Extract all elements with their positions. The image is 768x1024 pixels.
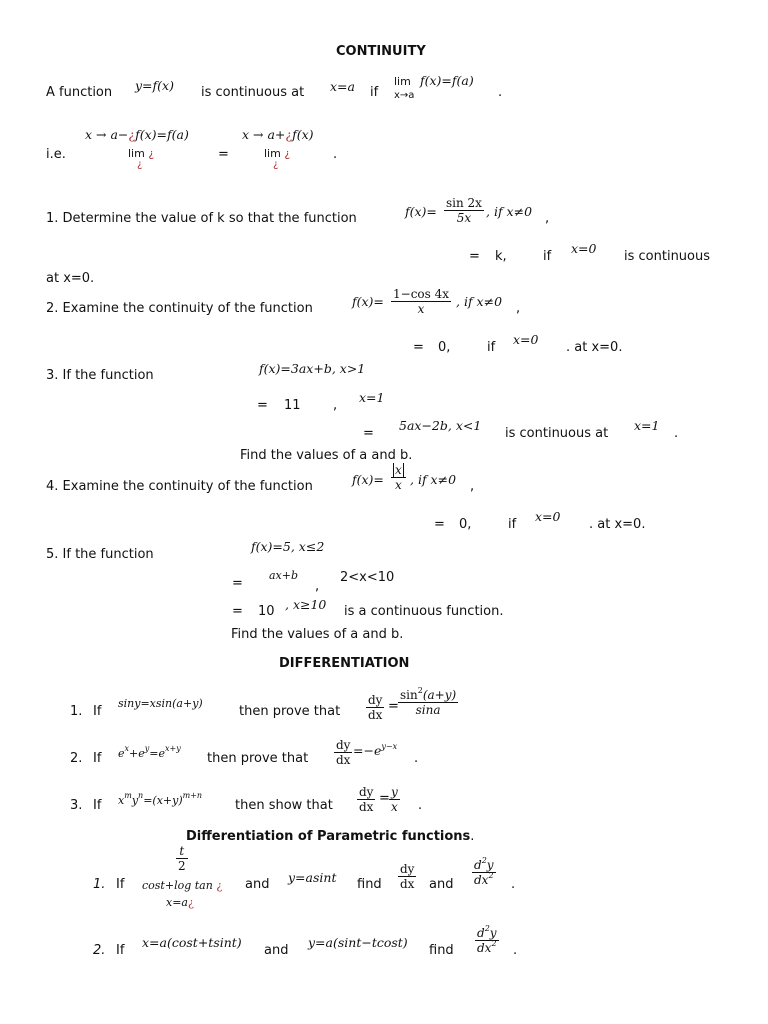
d1-then: then prove that [239, 704, 341, 719]
p1-dydx: $\frac{dy}{dx}$ [400, 862, 415, 891]
d2-dot: . [414, 751, 419, 766]
q1-eq: = [469, 249, 480, 264]
p1-find: find [357, 877, 382, 892]
p1-mid: cost+log tan ¿ [142, 879, 223, 892]
ie-label: i.e. [46, 147, 66, 162]
q2-text: 2. Examine the continuity of the function [46, 301, 313, 316]
q2-if: if [487, 340, 496, 355]
q5-piece2: ax+b [269, 569, 299, 582]
d1-dydx: $\frac{dy}{dx}$ [368, 693, 383, 722]
def-lim: lim [394, 75, 411, 88]
q1-val: k, [495, 249, 507, 264]
def-text-b: is continuous at [201, 85, 305, 100]
d1-if: If [93, 704, 102, 719]
q4-comma: , [470, 479, 475, 494]
d3-if: If [93, 798, 102, 813]
q2-val: 0, [438, 340, 451, 355]
q4-if: if [508, 517, 517, 532]
q3-comma2: , [333, 398, 338, 413]
p2-and: and [264, 943, 289, 958]
q1-fraction: $\frac{\sin 2x}{5x}$ [446, 196, 482, 225]
q5-tail: is a continuous function. [344, 604, 504, 619]
q3-eq2: = [257, 398, 268, 413]
q3-piece2: x=1 [359, 390, 385, 405]
q3-tail: is continuous at [505, 426, 609, 441]
d1-num: 1. [70, 704, 83, 719]
def-func: y=f(x) [135, 78, 174, 93]
d2-then: then prove that [207, 751, 309, 766]
ie-right-lim: lim ¿ [264, 147, 291, 160]
def-lim-sub: x→a [394, 91, 415, 99]
q5-eq2: = [232, 576, 243, 591]
q3-piece1: f(x)=3ax+b, x>1 [259, 361, 366, 376]
d1-eq: = [388, 699, 399, 714]
ie-right-mark: ¿ [273, 159, 279, 170]
def-text-a: A function [46, 85, 113, 100]
parametric-title: Differentiation of Parametric functions. [186, 829, 475, 844]
p2-num: 2. [93, 943, 106, 958]
d2-rhs: $=-e^{y-x}$ [353, 742, 398, 758]
p1-and: and [245, 877, 270, 892]
q2-cond: , if x≠0 [456, 294, 503, 309]
q1-if: if [543, 249, 552, 264]
q5-find: Find the values of a and b. [231, 627, 404, 642]
q4-fraction: $\frac{x}{x}$ [391, 463, 406, 492]
p2-d2ydx2: $\frac{d^2y}{dx^2}$ [477, 924, 497, 955]
q4-eq: = [434, 517, 445, 532]
p2-if: If [116, 943, 125, 958]
q1-cond: , if x≠0 [486, 204, 533, 219]
d1-rhs: $\frac{\sin^2(a+y)}{\sin a}$ [400, 686, 457, 717]
p1-and2: and [429, 877, 454, 892]
q1-text: 1. Determine the value of k so that the function [46, 211, 357, 226]
ie-right-top: x → a+¿f(x) [242, 127, 314, 142]
q5-cond3: , x≥10 [285, 597, 327, 612]
def-xeq: x=a [330, 79, 355, 94]
q3-xeq: x=1 [634, 418, 660, 433]
q5-cond2: 2<x<10 [340, 570, 395, 585]
q2-eq: = [413, 340, 424, 355]
q2-fraction: $\frac{1-\cos 4x}{x}$ [393, 287, 450, 316]
q1-tail: is continuous [624, 249, 711, 264]
q4-cond: , if x≠0 [410, 472, 457, 487]
ie-left-mark: ¿ [137, 159, 143, 170]
q3-val2: 11 [284, 398, 301, 413]
q5-piece1: f(x)=5, x≤2 [251, 539, 325, 554]
q4-lhs: f(x)= [352, 472, 384, 487]
p2-find: find [429, 943, 454, 958]
q2-lhs: f(x)= [352, 294, 384, 309]
d3-eq2: = [379, 791, 390, 806]
q5-val3: 10 [258, 604, 275, 619]
d1-expr: siny=xsin(a+y) [118, 697, 203, 710]
q4-text: 4. Examine the continuity of the function [46, 479, 313, 494]
p1-d2ydx2: $\frac{d^2y}{dx^2}$ [474, 856, 494, 887]
d2-expr: $e^x+e^y=e^{x+y}$ [118, 744, 181, 760]
p1-dot: . [511, 877, 516, 892]
differentiation-title: DIFFERENTIATION [279, 656, 410, 671]
def-lim-expr: f(x)=f(a) [420, 73, 474, 88]
q3-piece3: 5ax−2b, x<1 [399, 418, 482, 433]
def-dot: . [498, 85, 503, 100]
q5-comma2: , [315, 579, 320, 594]
p1-num: 1. [93, 877, 106, 892]
q2-tail: . at x=0. [566, 340, 623, 355]
p1-top-frac: $\frac{t}{2}$ [178, 844, 186, 873]
p2-dot: . [513, 943, 518, 958]
p2-yeq: y=a(sint−tcost) [308, 935, 408, 950]
p1-bot: x=a¿ [166, 896, 194, 909]
def-if: if [370, 85, 379, 100]
d2-if: If [93, 751, 102, 766]
q1-xeq: x=0 [571, 241, 597, 256]
d3-then: then show that [235, 798, 333, 813]
ie-left-top: x → a−¿f(x)=f(a) [85, 127, 189, 142]
ie-left-lim: lim ¿ [128, 147, 155, 160]
q2-comma: , [516, 301, 521, 316]
q5-eq3: = [232, 604, 243, 619]
q4-val: 0, [459, 517, 472, 532]
p1-if: If [116, 877, 125, 892]
continuity-title: CONTINUITY [336, 44, 426, 59]
p2-xeq: x=a(cost+tsint) [142, 935, 242, 950]
q5-text: 5. If the function [46, 547, 154, 562]
d2-num: 2. [70, 751, 83, 766]
q3-eq3: = [363, 426, 374, 441]
d3-dot: . [418, 798, 423, 813]
d3-dydx: $\frac{dy}{dx}$ [359, 785, 374, 814]
p1-yeq: y=asint [288, 870, 337, 885]
q3-find: Find the values of a and b. [240, 448, 413, 463]
d3-rhs: $\frac{y}{x}$ [391, 785, 398, 814]
q4-tail: . at x=0. [589, 517, 646, 532]
ie-dot: . [333, 147, 338, 162]
q2-xeq: x=0 [513, 332, 539, 347]
q1-lhs: f(x)= [405, 204, 437, 219]
d3-num: 3. [70, 798, 83, 813]
q4-xeq: x=0 [535, 509, 561, 524]
ie-eq: = [218, 147, 229, 162]
q1-line2: at x=0. [46, 271, 95, 286]
q1-comma: , [545, 211, 550, 226]
q3-text: 3. If the function [46, 368, 154, 383]
d3-expr: $x^my^n=(x+y)^{m+n}$ [118, 791, 203, 807]
q3-dot: . [674, 426, 679, 441]
d2-dydx: $\frac{dy}{dx}$ [336, 738, 351, 767]
